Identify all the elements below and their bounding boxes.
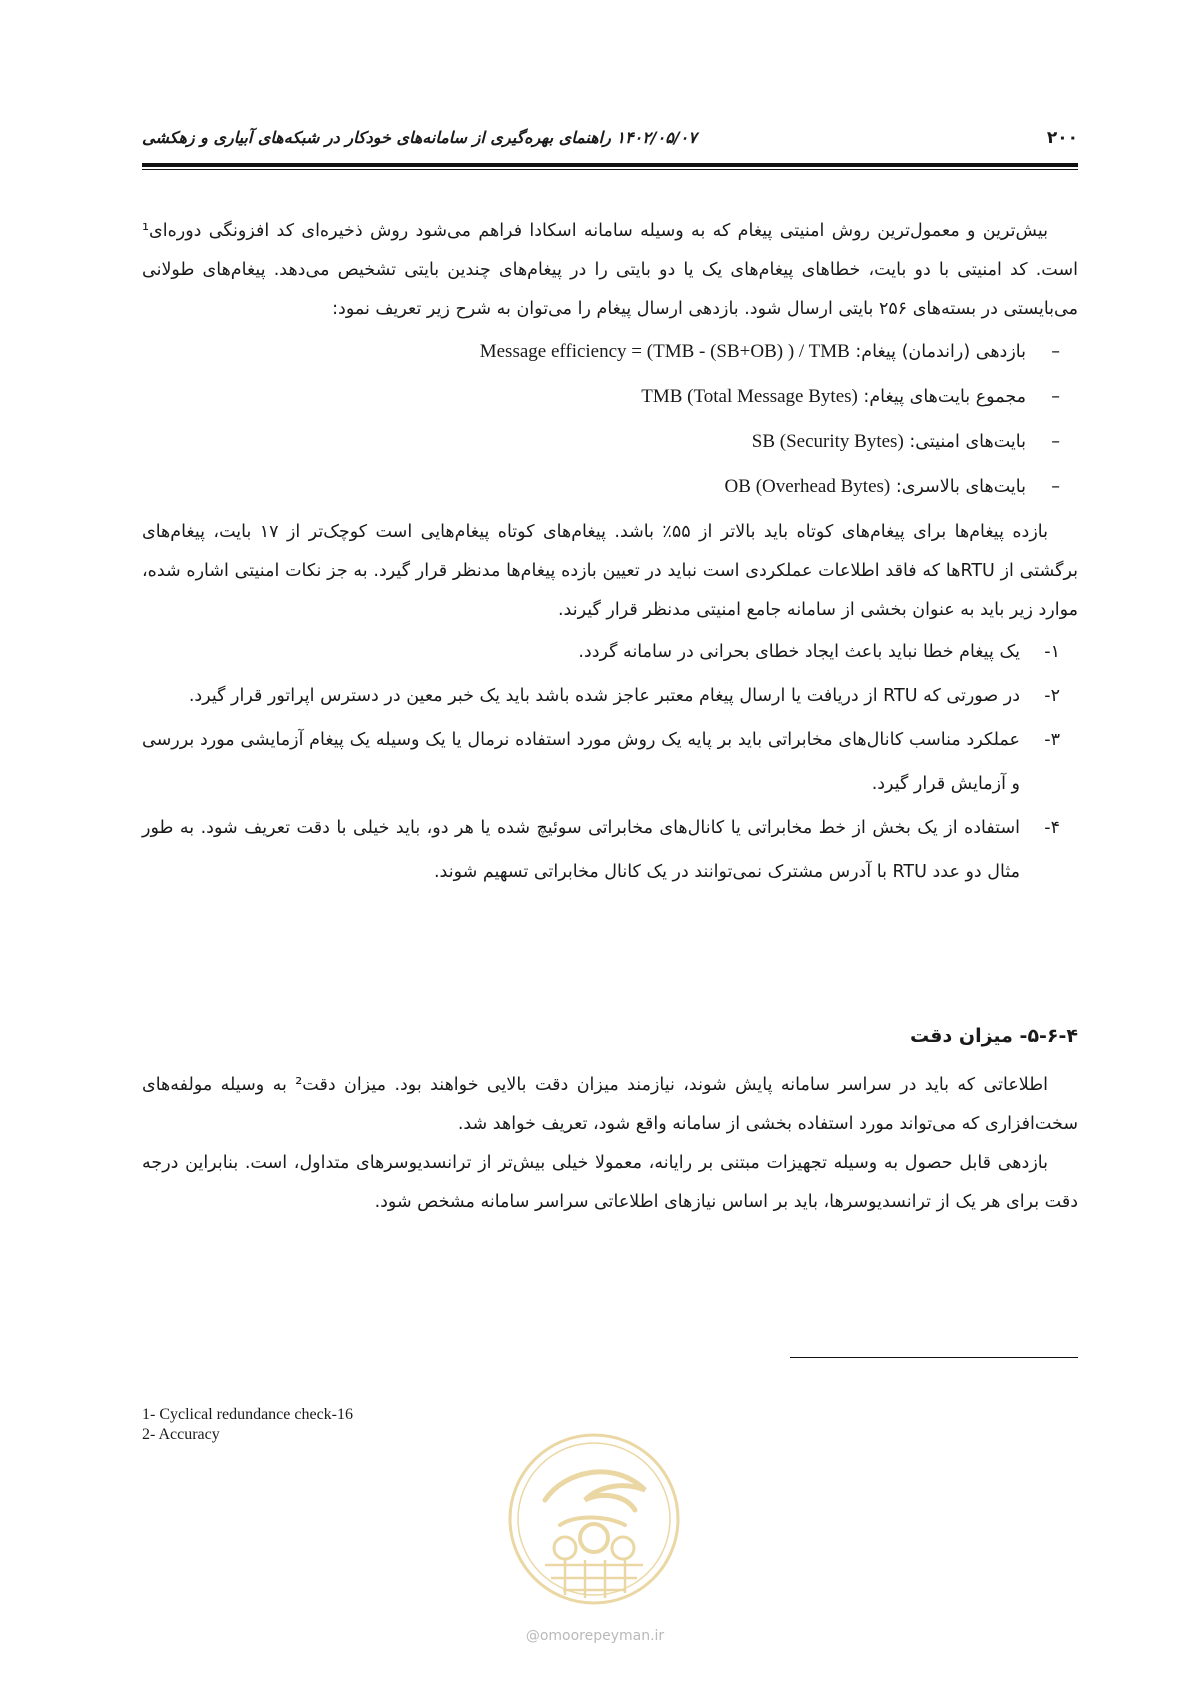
definition-item: –بازدهی (راندمان) پیغام: Message efficiency = (TMB - (SB+OB) ) / TMB bbox=[479, 341, 1060, 362]
watermark-url: @omoorepeyman.ir bbox=[525, 1628, 665, 1644]
footnotes bbox=[142, 1405, 353, 1445]
publisher-logo-seal bbox=[505, 1430, 683, 1608]
definition-value: OB (Overhead Bytes) bbox=[724, 476, 891, 497]
definition-label: بازدهی (راندمان) پیغام: bbox=[855, 342, 1026, 362]
definition-label: بایت‌های بالاسری: bbox=[895, 477, 1026, 497]
section-text bbox=[142, 1066, 1078, 1222]
item-text: استفاده از یک بخش از خط مخابراتی یا کانال‌های مخابراتی سوئیچ شده یا هر دو، باید خیلی با دقت تعریف شود. به طور مثال دو عدد RTU با آدرس مشترک نمی‌توانند در یک کانال مخابراتی تسهیم شوند. bbox=[142, 818, 1020, 882]
footnote-1: 1- Cyclical redundance check-16 bbox=[142, 1406, 354, 1423]
definition-label: مجموع بایت‌های پیغام: bbox=[863, 387, 1026, 407]
definition-value: SB (Security Bytes) bbox=[751, 431, 904, 452]
header-rule-thick bbox=[142, 163, 1078, 167]
item-number: ۱- bbox=[1044, 642, 1060, 662]
intro-paragraph: بیش‌ترین و معمول‌ترین روش امنیتی پیغام که به وسیله سامانه اسکادا فراهم می‌شود روش ذخیره‌ای کد افزونگی دوره‌ای¹ است. کد امنیتی با دو بایت، خطاهای پیغام‌های یک یا دو بایتی را در پیغام‌های چندین بایتی تشخیص می‌دهد. پیغام‌های طولانی می‌بایستی در بسته‌های ۲۵۶ بایتی ارسال شود. بازدهی ارسال پیغام را می‌توان به شرح زیر تعریف نمود: bbox=[142, 221, 1078, 319]
definition-value: TMB (Total Message Bytes) bbox=[641, 386, 858, 407]
header-rule-thin bbox=[142, 169, 1078, 170]
definition-item: –بایت‌های بالاسری: OB (Overhead Bytes) bbox=[724, 476, 1060, 497]
numbered-item bbox=[142, 630, 1078, 674]
efficiency-accuracy-paragraph: بازدهی قابل حصول به وسیله تجهیزات مبتنی بر رایانه، معمولا خیلی بیش‌تر از ترانسدیوسرهای متداول، است. بنابراین درجه دقت برای هر یک از ترانسدیوسرها، باید بر اساس نیازهای اطلاعاتی سراسر سامانه مشخص شود. bbox=[142, 1153, 1078, 1212]
definition-list bbox=[142, 329, 1078, 509]
item-text: عملکرد مناسب کانال‌های مخابراتی باید بر پایه یک روش مورد استفاده نرمال یا یک وسیله یک پیغام آزمایشی مورد بررسی و آزمایش قرار گیرد. bbox=[142, 730, 1020, 794]
definition-item: –مجموع بایت‌های پیغام: TMB (Total Message Bytes) bbox=[641, 386, 1060, 407]
footnote-2: 2- Accuracy bbox=[142, 1426, 220, 1443]
running-title: ۱۴۰۲/۰۵/۰۷ راهنمای بهره‌گیری از سامانه‌های خودکار در شبکه‌های آبیاری و زهکشی bbox=[142, 128, 697, 147]
item-text: در صورتی که RTU از دریافت یا ارسال پیغام معتبر عاجز شده باشد باید یک خبر معین در دسترس اپراتور قرار گیرد. bbox=[188, 686, 1020, 706]
accuracy-paragraph: اطلاعاتی که باید در سراسر سامانه پایش شوند، نیازمند میزان دقت بالایی خواهند بود. میزان دقت² به وسیله مولفه‌های سخت‌افزاری که می‌تواند مورد استفاده بخشی از سامانه واقع شود، تعریف خواهد شد. bbox=[142, 1075, 1078, 1134]
efficiency-paragraph: بازده پیغام‌ها برای پیغام‌های کوتاه باید بالاتر از ۵۵٪ باشد. پیغام‌های کوتاه پیغام‌هایی است کوچک‌تر از ۱۷ بایت، پیغام‌های برگشتی از RTUها که فاقد اطلاعات عملکردی است نباید در تعیین بازده پیغام‌ها مدنظر قرار گیرد. به جز نکات امنیتی اشاره شده، موارد زیر باید به عنوان بخشی از سامانه جامع امنیتی مدنظر قرار گیرند. bbox=[142, 522, 1078, 620]
numbered-item bbox=[142, 674, 1078, 718]
section-heading: ۵-۶-۴- میزان دقت bbox=[909, 1025, 1078, 1047]
numbered-item bbox=[142, 718, 1078, 806]
definition-label: بایت‌های امنیتی: bbox=[909, 432, 1026, 452]
item-text: یک پیغام خطا نباید باعث ایجاد خطای بحرانی در سامانه گردد. bbox=[578, 642, 1020, 662]
page-number: ۲۰۰ bbox=[1046, 128, 1078, 148]
item-number: ۲- bbox=[1044, 686, 1060, 706]
numbered-item bbox=[142, 806, 1078, 894]
footnote-rule bbox=[790, 1357, 1078, 1358]
item-number: ۴- bbox=[1044, 818, 1060, 838]
numbered-list bbox=[142, 630, 1078, 894]
main-text bbox=[142, 212, 1078, 894]
definition-value: Message efficiency = (TMB - (SB+OB) ) / TMB bbox=[479, 341, 850, 362]
running-header bbox=[142, 128, 1078, 158]
item-number: ۳- bbox=[1044, 730, 1060, 750]
definition-item: –بایت‌های امنیتی: SB (Security Bytes) bbox=[751, 431, 1060, 452]
